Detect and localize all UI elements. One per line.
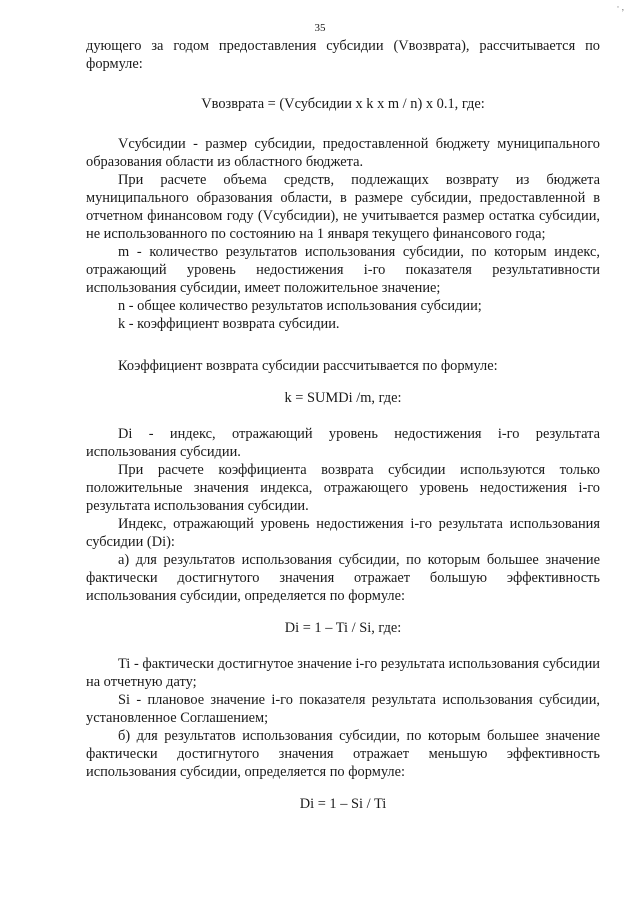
- paragraph-si-definition: Si - плановое значение i-го показателя результата использования субсидии, установленное Соглашением;: [86, 692, 600, 726]
- document-body: [86, 37, 600, 813]
- page-number: 35: [314, 22, 326, 34]
- formula-vreturn: Vвозврата = (Vсубсидии x k x m / n) x 0.1, где:: [201, 96, 485, 112]
- paragraph-positive-values-note: При расчете коэффициента возврата субсидии используются только положительные значения индекса, отражающего уровень недостижения i-го результата использования субсидии.: [86, 462, 600, 514]
- paragraph-k-formula-intro: Коэффициент возврата субсидии рассчитывается по формуле:: [118, 358, 498, 374]
- formula-k: k = SUMDi /m, где:: [284, 390, 402, 406]
- formula-di-b: Di = 1 – Si / Ti: [299, 796, 387, 812]
- paragraph-case-a: а) для результатов использования субсидии, по которым большее значение фактически достигнутого значения отражает большую эффективность использования субсидии, определяется по формуле:: [86, 552, 600, 604]
- paragraph-k-definition: k - коэффициент возврата субсидии.: [118, 316, 340, 332]
- paragraph-continuation: дующего за годом предоставления субсидии (Vвозврата), рассчитывается по формуле:: [86, 38, 600, 72]
- paragraph-di-index-intro: Индекс, отражающий уровень недостижения i-го результата использования субсидии (Di):: [86, 516, 600, 550]
- paragraph-m-definition: m - количество результатов использования субсидии, по которым индекс, отражающий уровень недостижения i-го показателя результативности использования субсидии, имеет положительное значение;: [86, 244, 600, 296]
- formula-di-a: Di = 1 – Ti / Si, где:: [284, 620, 402, 636]
- paragraph-vsubsidy-definition: Vсубсидии - размер субсидии, предоставленной бюджету муниципального образования области из областного бюджета.: [86, 136, 600, 170]
- paragraph-ti-definition: Ti - фактически достигнутое значение i-го результата использования субсидии на отчетную дату;: [86, 656, 600, 690]
- corner-mark: · ,: [616, 2, 624, 12]
- paragraph-calculation-note: При расчете объема средств, подлежащих возврату из бюджета муниципального образования области, в размере субсидии, предоставленной в отчетном финансовом году (Vсубсидии), не учитывается размер остатка субсидии, не использованного по состоянию на 1 января текущего финансового года;: [86, 172, 600, 242]
- paragraph-n-definition: n - общее количество результатов использования субсидии;: [118, 298, 482, 314]
- paragraph-di-definition: Di - индекс, отражающий уровень недостижения i-го результата использования субсидии.: [86, 426, 600, 460]
- paragraph-case-b: б) для результатов использования субсидии, по которым большее значение фактически достигнутого значения отражает меньшую эффективность использования субсидии, определяется по формуле:: [86, 728, 600, 780]
